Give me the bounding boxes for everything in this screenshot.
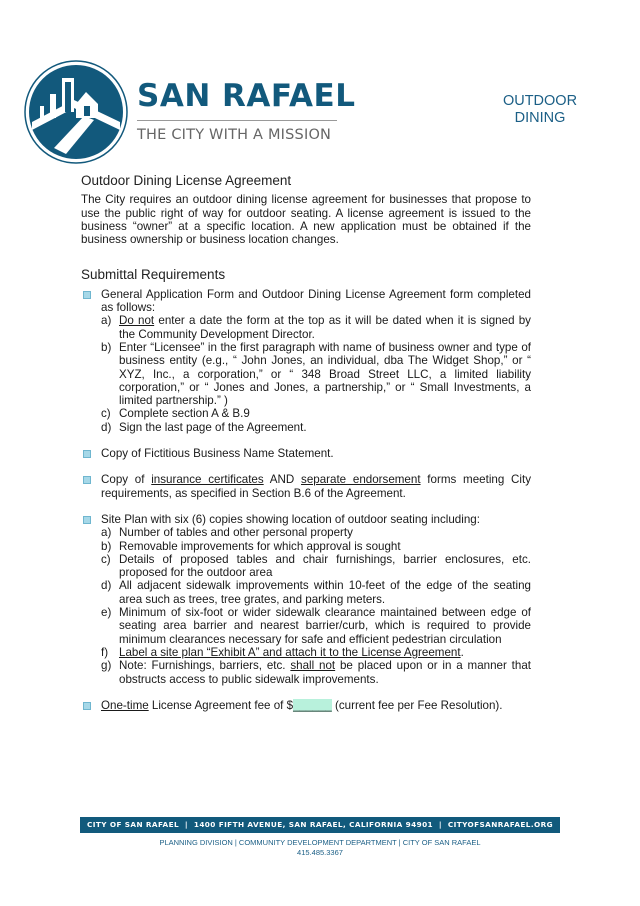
- sub-item-letter: c): [101, 407, 111, 421]
- sub-item-text: Minimum of six-foot or wider sidewalk clearance maintained between edge of seating area barrier and nearest barrier/curb, which is required to provide minimum clearances necessary for safe and efficient pedestrian circulation: [119, 606, 531, 646]
- footer-department: PLANNING DIVISION | COMMUNITY DEVELOPMENT DEPARTMENT | CITY OF SAN RAFAEL: [159, 838, 481, 847]
- checkbox-bullet-icon: [83, 516, 91, 524]
- separate-endorsement-text: separate endorsement: [301, 473, 421, 487]
- requirements-list: [81, 288, 531, 712]
- sub-item: [101, 659, 531, 686]
- sub-item-text: Sign the last page of the Agreement.: [119, 420, 307, 434]
- sub-item-letter: g): [101, 659, 112, 673]
- requirement-text: AND: [263, 473, 302, 487]
- sub-item: [101, 553, 531, 580]
- document-body: [81, 174, 531, 725]
- sub-item-text: Removable improvements for which approval is sought: [119, 539, 401, 553]
- submittal-heading: Submittal Requirements: [81, 267, 226, 283]
- sub-item-text: Enter “Licensee” in the first paragraph with name of business owner and type of business entity (e.g., “ John Jones, an individual, dba The Widget Shop,” or “ XYZ, Inc., a corporation,” or “ 348 Broad Street LLC, a limited liability corporation,” or “ Jones and Jones, a partnership,” or “ Small Investments, a limited partnership.” ): [119, 340, 531, 408]
- sub-item-letter: a): [101, 526, 112, 540]
- intro-heading: Outdoor Dining License Agreement: [81, 173, 292, 188]
- document-category: [490, 93, 590, 127]
- category-line-2: DINING: [514, 110, 566, 126]
- footer-address-band: CITY OF SAN RAFAEL | 1400 FIFTH AVENUE, SAN RAFAEL, CALIFORNIA 94901 | CITYOFSANRAFAEL.ORG: [80, 817, 560, 833]
- sub-item: [101, 646, 531, 659]
- underlined-text: shall not: [290, 659, 336, 673]
- checkbox-bullet-icon: [83, 476, 91, 484]
- brand-block: [137, 78, 355, 143]
- city-seal-logo: [24, 60, 128, 164]
- sub-item: [101, 314, 531, 341]
- sub-item: [101, 421, 531, 434]
- requirement-insurance: [81, 473, 531, 500]
- sub-item: [101, 579, 531, 606]
- sub-item-letter: f): [101, 645, 109, 659]
- category-line-1: OUTDOOR: [502, 93, 578, 109]
- sub-item: [101, 341, 531, 407]
- requirement-text: Copy of Fictitious Business Name Statement.: [101, 447, 334, 461]
- sub-item-letter: a): [101, 314, 112, 328]
- sub-item: [101, 407, 531, 420]
- sub-item: [101, 526, 531, 539]
- checkbox-bullet-icon: [83, 291, 91, 299]
- footer-contact: [80, 838, 560, 858]
- underlined-text: Do not: [119, 314, 155, 328]
- underlined-text: Label a site plan “Exhibit A” and attach it to the License Agreement: [119, 645, 461, 659]
- checkbox-bullet-icon: [83, 450, 91, 458]
- brand-name: SAN RAFAEL: [137, 78, 356, 114]
- sub-item-letter: b): [101, 340, 112, 354]
- insurance-certificates-text: insurance certificates: [151, 473, 264, 487]
- intro-paragraph: The City requires an outdoor dining license agreement for businesses that propose to use the public right of way for outdoor seating. A license agreement is issued to the business “owner” at a specific location. A new application must be obtained if the business ownership or business location changes.: [81, 193, 531, 247]
- sub-item: [101, 540, 531, 553]
- sub-item-text: enter a date the form at the top as it will be dated when it is signed by the Community Development Director.: [119, 314, 531, 341]
- sub-item-text: .: [460, 645, 464, 659]
- requirement-text: (current fee per Fee Resolution).: [331, 698, 503, 712]
- requirement-site-plan: [81, 513, 531, 686]
- sub-item-letter: e): [101, 606, 112, 620]
- requirement-text: Site Plan with six (6) copies showing location of outdoor seating including:: [101, 512, 480, 526]
- brand-tagline: THE CITY WITH A MISSION: [137, 127, 332, 143]
- brand-divider: [137, 120, 337, 121]
- requirement-text: General Application Form and Outdoor Dining License Agreement form completed as follows:: [101, 287, 531, 315]
- requirement-text: License Agreement fee of $: [148, 698, 294, 712]
- one-time-text: One-time: [101, 698, 149, 712]
- requirement-text: Copy of: [101, 473, 152, 487]
- requirement-fee: [81, 699, 531, 712]
- sub-item-letter: d): [101, 420, 112, 434]
- sub-item-text: All adjacent sidewalk improvements within 10-feet of the edge of the seating area such as trees, tree grates, and parking meters.: [119, 579, 531, 606]
- sub-item-letter: c): [101, 552, 111, 566]
- checkbox-bullet-icon: [83, 702, 91, 710]
- sub-item-letter: d): [101, 579, 112, 593]
- sub-item-text: be placed upon or in a manner that obstructs access to public sidewalk improvements.: [119, 659, 532, 686]
- sub-item-text: Number of tables and other personal property: [119, 526, 353, 540]
- footer-phone: 415.485.3367: [297, 848, 343, 857]
- sub-item-text: Note: Furnishings, barriers, etc.: [119, 659, 291, 673]
- fee-amount-blank: ______: [293, 698, 332, 712]
- requirement-text: forms meeting City requirements, as specified in Section B.6 of the Agreement.: [101, 473, 532, 500]
- sub-item-letter: b): [101, 539, 112, 553]
- requirement-fictitious-name: [81, 447, 531, 460]
- sub-item-text: Complete section A & B.9: [119, 407, 250, 421]
- sub-item: [101, 606, 531, 646]
- sub-item-text: Details of proposed tables and chair furnishings, barrier enclosures, etc. proposed for the outdoor area: [119, 552, 531, 580]
- requirement-application-form: [81, 288, 531, 434]
